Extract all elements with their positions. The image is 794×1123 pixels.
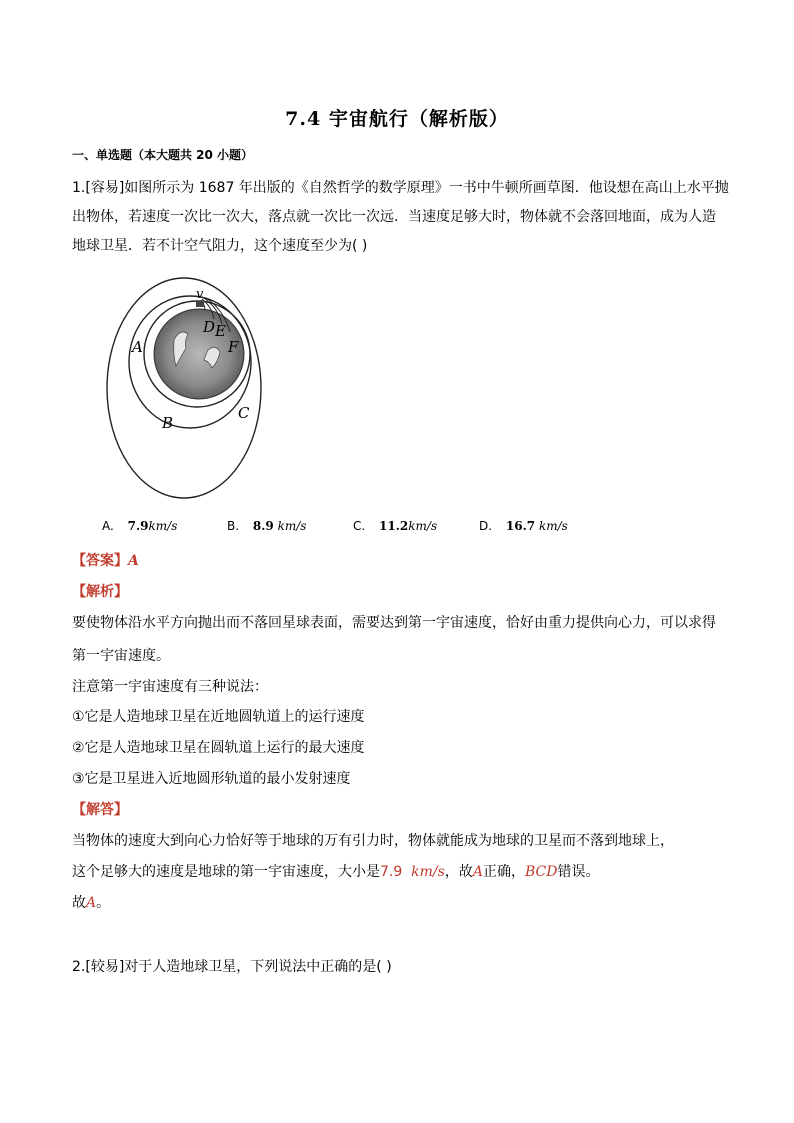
option-letter: D. (479, 519, 493, 533)
label-a: A (132, 338, 143, 356)
option-b[interactable] (227, 519, 306, 533)
option-value: 11.2 (379, 519, 409, 533)
orbit-diagram (104, 270, 274, 510)
solution-line (72, 861, 599, 881)
analysis-line: ②它是人造地球卫星在圆轨道上运行的最大速度 (72, 740, 365, 756)
analysis-line: ③它是卫星进入近地圆形轨道的最小发射速度 (72, 771, 351, 787)
analysis-line: 要使物体沿水平方向抛出而不落回星球表面，需要达到第一宇宙速度，恰好由重力提供向心力，可以求得 (72, 615, 716, 631)
option-letter: B. (227, 519, 240, 533)
solution-correct: A (472, 864, 483, 880)
conclusion-prefix: 故 (72, 895, 86, 911)
solution-unit: km/s (411, 864, 445, 880)
solution-value: 7.9 (380, 864, 403, 880)
solution-text: ，故 (444, 864, 473, 880)
option-letter: A. (102, 519, 114, 533)
answer-label: 【答案】 (72, 553, 128, 569)
label-v: v (196, 287, 204, 302)
option-value: 7.9 (127, 519, 149, 533)
label-f: F (228, 338, 239, 356)
option-unit: km/s (408, 519, 438, 533)
question-2-stem: 2.[较易]对于人造地球卫星，下列说法中正确的是( ) (72, 959, 392, 975)
question-1-stem (72, 174, 729, 261)
solution-wrong: BCD (524, 864, 558, 880)
conclusion-value: A (86, 895, 97, 911)
solution-text: 正确， (482, 864, 525, 880)
label-d: D (203, 318, 216, 336)
solution-text: 这个足够大的速度是地球的第一宇宙速度，大小是 (72, 864, 380, 880)
option-value: 16.7 (505, 519, 536, 533)
newton-cannon-figure (104, 270, 274, 514)
option-a[interactable] (102, 519, 177, 533)
analysis-line: ①它是人造地球卫星在近地圆轨道上的运行速度 (72, 709, 365, 725)
option-unit: km/s (148, 519, 178, 533)
answer-value: A (128, 553, 139, 569)
page-title: 7.4 宇宙航行（解析版） (285, 108, 509, 130)
analysis-label: 【解析】 (72, 584, 128, 600)
option-c[interactable] (353, 519, 437, 533)
answer-row (72, 550, 139, 570)
solution-text: 错误。 (557, 864, 600, 880)
option-value: 8.9 (252, 519, 274, 533)
conclusion-suffix: 。 (96, 895, 111, 911)
solution-line: 当物体的速度大到向心力恰好等于地球的万有引力时，物体就能成为地球的卫星而不落到地球上， (72, 833, 674, 849)
option-d[interactable] (479, 519, 568, 533)
option-unit: km/s (538, 519, 568, 533)
section-header: 一、单选题（本大题共 20 小题） (72, 148, 254, 162)
option-letter: C. (353, 519, 366, 533)
option-unit: km/s (277, 519, 307, 533)
solution-label: 【解答】 (72, 802, 128, 818)
label-b: B (162, 414, 174, 432)
label-e: E (215, 322, 226, 340)
analysis-line: 第一宇宙速度。 (72, 648, 170, 664)
question-1-line: 出物体，若速度一次比一次大，落点就一次比一次远．当速度足够大时，物体就不会落回地面，成为人造 (72, 209, 716, 225)
question-1-line: 地球卫星．若不计空气阻力，这个速度至少为( ) (72, 238, 368, 254)
question-1-line: 1.[容易]如图所示为 1687 年出版的《自然哲学的数学原理》一书中牛顿所画草图．他设想在高山上水平抛 (72, 180, 729, 196)
label-c: C (238, 404, 250, 422)
conclusion-line (72, 892, 110, 912)
analysis-line: 注意第一宇宙速度有三种说法： (72, 679, 268, 695)
